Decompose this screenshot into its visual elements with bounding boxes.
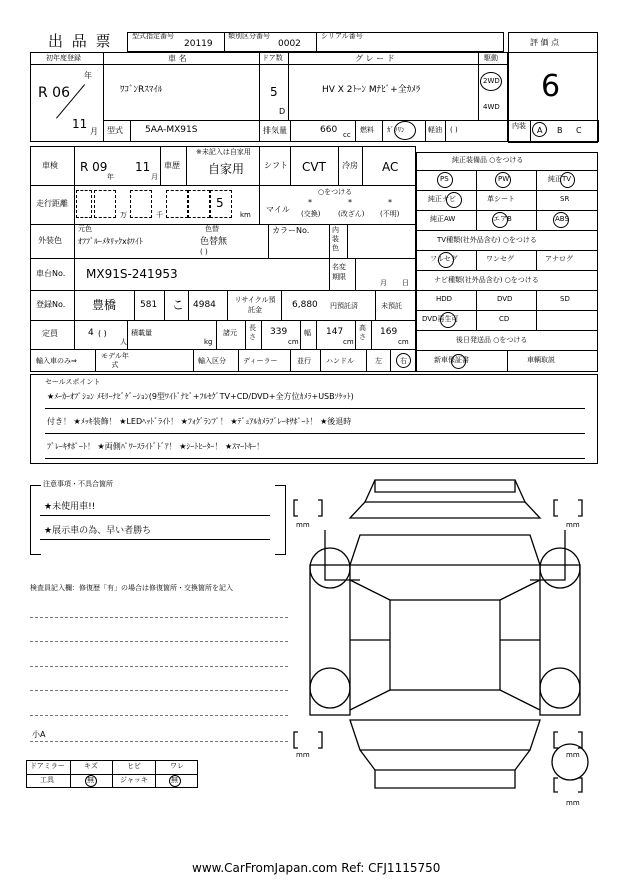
mm-rear-right: mm [566, 751, 580, 759]
sales-line-3: ﾌﾞﾚｰｷｻﾎﾟｰﾄ！ ★両側ﾊﾟﾜｰｽﾗｲﾄﾞﾄﾞｱ！ ★ｼｰﾄﾋｰﾀｰ！ ★ｽﾏｰﾄｷｰ！ [47, 442, 265, 451]
eq-abs-circle [553, 212, 569, 228]
sales-points-label: セールスポイント [45, 378, 101, 386]
import-type-label: 輸入区分 [198, 357, 226, 365]
capacity-value: 4 [88, 328, 94, 338]
cooling-label: 冷房 [342, 161, 358, 170]
later-warranty-circle [451, 354, 466, 369]
navi-dvd-play: DVD再生可 [422, 315, 459, 323]
shift-value: CVT [302, 160, 326, 174]
eq-airbag-circle [492, 212, 508, 228]
reg-class: 581 [140, 300, 158, 310]
interior-b: B [557, 126, 563, 135]
asterisk-2: * [348, 198, 352, 207]
name-change-month: 月 [380, 279, 387, 287]
mileage-value: 5 [216, 196, 224, 210]
eq-sr: SR [560, 195, 570, 203]
eq-pw: PW [498, 175, 510, 183]
legend-jack: ジャッキ [120, 776, 148, 784]
specs-label: 諸元 [223, 329, 237, 337]
cooling-value: AC [382, 160, 399, 174]
mileage-type-label: マイル [266, 205, 290, 214]
exchange-label: (交換) [301, 210, 321, 218]
mm-front-left: mm [296, 521, 310, 529]
capacity-label: 定員 [42, 329, 58, 338]
first-reg-label: 初年度登録 [46, 54, 81, 62]
eq-abs: ABS [555, 215, 569, 223]
mileage-circle-note: ○をつける [318, 188, 353, 196]
height-unit: cm [398, 338, 409, 346]
wheel-rear-right [540, 668, 580, 708]
grade-label: グ レ ー ド [355, 54, 395, 63]
doors-value: 5 [270, 85, 278, 99]
sales-line-2: 付き！ ★ﾒｯｷ装飾！ ★LEDﾍｯﾄﾞﾗｲﾄ！ ★ﾌｫｸﾞﾗﾝﾌﾟ！ ★ﾃﾞｭｱﾙｶﾒﾗﾌﾞﾚｰｷｻﾎﾟｰﾄ！ ★後退時 [47, 417, 352, 426]
fuel-diesel: 軽油 [428, 126, 442, 134]
navi-hdd: HDD [436, 295, 453, 303]
wheel-rear-left [310, 668, 350, 708]
tools-circle [85, 775, 97, 787]
load-label: 積載量 [131, 329, 152, 337]
legend-jack-value: 無 [171, 776, 178, 784]
year-unit: 年 [84, 71, 92, 80]
model-label: 型式 [107, 126, 123, 135]
legend-tools: 工具 [40, 776, 54, 784]
interior-a: A [537, 126, 543, 135]
capacity-bracket: ( ) [98, 329, 107, 338]
legend-scratch: キズ [84, 762, 98, 770]
interior-label: 内装 [512, 122, 526, 130]
mileage-label: 走行距離 [36, 199, 68, 208]
drive-2wd: 2WD [483, 77, 500, 85]
use-label: 車歴 [164, 161, 180, 170]
interior-color-label: 内装色 [332, 226, 339, 252]
navi-title: ナビ種類(社外品含む) ○をつける [434, 276, 539, 284]
navi-cd: CD [499, 315, 510, 323]
unknown-label: (不明) [380, 210, 400, 218]
later-manual: 車輌取説 [527, 356, 555, 364]
original-color-label: 元色 [78, 225, 92, 233]
inspection-month: 11 [135, 160, 151, 174]
tv-title: TV種類(社外品含む) ○をつける [437, 236, 537, 244]
car-damage-diagram [290, 470, 600, 810]
inspector-note: 小A [32, 730, 46, 739]
grade-value: HV X 2ﾄｰﾝ Mﾅﾋﾞ+全ｶﾒﾗ [322, 85, 421, 95]
fuel-gasoline: ｶﾞｿﾘﾝ [387, 126, 405, 134]
car-name-label: 車 名 [168, 54, 187, 63]
model-cert-no: 20119 [184, 39, 213, 49]
drive-2wd-circle [480, 72, 502, 91]
tv-fullseg: フルセグ [430, 255, 458, 263]
paint-label: 外装色 [38, 236, 62, 245]
altered-label: (改ざん) [338, 210, 365, 218]
serial-label: シリアル番号 [321, 32, 363, 40]
length-value: 339 [270, 327, 288, 337]
tv-fullseg-circle [438, 252, 454, 268]
eval-label: 評 価 点 [530, 38, 560, 47]
registration-label: 登録No. [36, 300, 66, 309]
width-unit: cm [343, 338, 354, 346]
drive-label: 駆動 [484, 54, 498, 62]
chassis-no: MX91S-241953 [86, 267, 178, 281]
cc-unit: cc [343, 131, 351, 139]
fuel-label: 燃料 [360, 126, 374, 134]
legend-crack: ヒビ [127, 762, 141, 770]
eq-leather: 革シート [487, 195, 515, 203]
eval-score: 6 [541, 69, 561, 104]
original-color: ｵﾌﾌﾞﾙｰﾒﾀﾘｯｸxﾎﾜｲﾄ [78, 237, 143, 246]
parallel-label: 並行 [297, 357, 311, 365]
km-unit: km [240, 211, 251, 219]
right-label: 右 [400, 357, 407, 365]
eq-ps-circle [437, 172, 453, 188]
navi-dvd-play-circle [440, 312, 456, 328]
eq-tv-circle [560, 172, 575, 188]
inspection-year-unit: 年 [107, 173, 114, 181]
drive-4wd: 4WD [483, 103, 500, 111]
jack-circle [169, 775, 181, 787]
month-unit: 月 [90, 127, 98, 136]
recycle-unpaid: 未預託 [381, 302, 402, 310]
eq-airbag: エアB [493, 215, 512, 223]
color-change-label: 色替 [205, 225, 219, 233]
doors-label: ドア数 [262, 54, 283, 62]
note-line-1: ★未使用車!! [44, 502, 96, 512]
reg-city: 豊橋 [92, 298, 117, 312]
height-label: 高さ [359, 324, 366, 341]
fuel-gasoline-circle [394, 121, 416, 140]
reg-number: 4984 [193, 300, 216, 310]
car-name: ﾜｺﾞﾝRｽﾏｲﾙ [120, 85, 163, 95]
recycle-value: 6,880 [292, 300, 318, 310]
sales-line-1: ★ﾒｰｶｰｵﾌﾟｼｮﾝ ﾒﾓﾘｰﾅﾋﾞｹﾞｰｼｮﾝ(9型ﾜｲﾄﾞﾅﾋﾞ+ﾌﾙｾｸﾞTV+CD/DVD+全方位ｶﾒﾗ+USBｿｹｯﾄ) [47, 392, 354, 401]
displacement-label: 排気量 [263, 126, 287, 135]
inspector-label: 検査員記入欄：修復歴「有」の場合は修復箇所・交換箇所を記入 [30, 584, 233, 592]
first-reg-year: R 06 [38, 85, 70, 101]
wheel-front-right [540, 548, 580, 588]
eq-genuine-tv: 純正TV [548, 175, 572, 183]
dealer-label: ディーラー [243, 357, 278, 365]
length-label: 長さ [249, 324, 256, 341]
tv-analog: アナログ [545, 255, 573, 263]
length-unit: cm [288, 338, 299, 346]
recycle-label: リサイクル預託金 [234, 296, 276, 314]
height-value: 169 [380, 327, 398, 337]
recycle-status: 円預託済 [330, 302, 358, 310]
inspection-month-unit: 月 [151, 173, 158, 181]
eq-ps: PS [440, 175, 449, 183]
door-type: D [279, 107, 286, 116]
man-unit: 万 [120, 211, 127, 219]
legend-tools-value: 無 [87, 776, 94, 784]
class-label: 類別区分番号 [228, 32, 270, 40]
navi-sd: SD [560, 295, 570, 303]
front-bumper-shape [375, 480, 515, 492]
asterisk-1: * [308, 198, 312, 207]
sen-unit: 千 [156, 211, 163, 219]
eq-navi-circle [446, 192, 462, 208]
color-bracket: ( ) [200, 248, 208, 256]
right-handle-circle [396, 353, 411, 368]
sheet-title: 出 品 票 [48, 32, 113, 50]
mm-front-right: mm [566, 521, 580, 529]
model-value: 5AA-MX91S [145, 125, 198, 135]
mm-rear-left: mm [296, 751, 310, 759]
spare-tire [552, 744, 588, 780]
interior-a-circle [532, 122, 547, 137]
color-change-value: 色替無 [200, 237, 228, 247]
color-no-label: カラーNo. [272, 226, 310, 235]
handle-label: ハンドル [326, 357, 354, 365]
chassis-label: 車台No. [36, 269, 66, 278]
left-label: 左 [375, 357, 382, 365]
legend-door-mirror: ドアミラー [30, 762, 65, 770]
use-value: 自家用 [208, 162, 245, 176]
wheel-front-left [310, 548, 350, 588]
first-reg-month: 11 [72, 117, 88, 131]
tv-oneseg: ワンセグ [486, 255, 514, 263]
eq-genuine-aw: 純正AW [430, 215, 456, 223]
interior-c: C [576, 126, 582, 135]
inspection-label: 車検 [42, 161, 58, 170]
later-warranty: 新車保証書 [434, 356, 469, 364]
inspection-value: R 09 [80, 160, 108, 174]
model-year-label: モデル年式 [101, 352, 129, 369]
navi-dvd: DVD [497, 295, 513, 303]
class-no: 0002 [278, 39, 301, 49]
use-note: ※未記入は自家用 [196, 148, 251, 156]
later-title: 後日発送品 ○をつける [456, 336, 528, 344]
fuel-bracket: ( ) [450, 126, 458, 134]
width-label: 幅 [304, 329, 311, 337]
eq-genuine-navi: 純正ナビ [428, 195, 456, 203]
displacement-value: 660 [320, 125, 338, 135]
import-label: 輸入車のみ⇒ [36, 357, 77, 365]
capacity-unit: 人 [120, 338, 127, 346]
model-cert-label: 型式指定番号 [132, 32, 174, 40]
asterisk-3: * [388, 198, 392, 207]
legend-break: ワレ [170, 762, 184, 770]
mm-spare: mm [566, 799, 580, 807]
shift-label: シフト [264, 161, 288, 170]
note-line-2: ★展示車の為、早い者勝ち [44, 526, 152, 536]
eq-pw-circle [495, 172, 511, 188]
load-unit: kg [204, 338, 213, 346]
name-change-label: 名変期限 [332, 263, 346, 281]
width-value: 147 [326, 327, 344, 337]
footer-ref: www.CarFromJapan.com Ref: CFJ1115750 [192, 861, 441, 875]
notes-label: 注意事項・不具合箇所 [43, 480, 113, 488]
genuine-title: 純正装備品 ○をつける [452, 156, 524, 164]
reg-kana: こ [172, 298, 185, 312]
name-change-day: 日 [402, 279, 409, 287]
